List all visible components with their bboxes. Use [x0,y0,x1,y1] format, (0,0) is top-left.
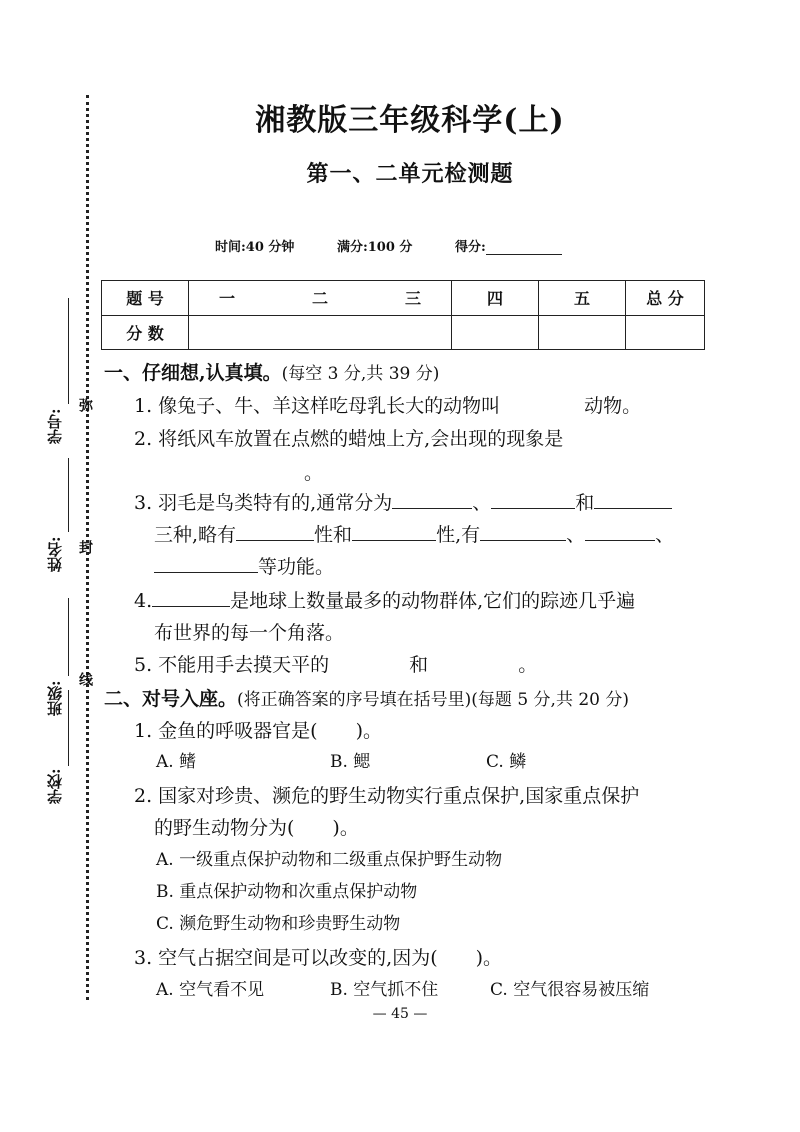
score-table [101,280,705,350]
student-id-line [68,298,69,404]
question-5-text: 5. 不能用手去摸天平的 [134,654,330,676]
table-header-cell: 二 [311,289,328,309]
answer-blank[interactable] [152,590,230,607]
separator: 、 [472,492,492,514]
question-3-line-3 [154,552,334,579]
school-line [68,690,69,766]
student-name-field[interactable] [44,458,84,608]
question-5 [134,650,537,677]
question-4-text: 是地球上数量最多的动物群体,它们的踪迹几乎遍 [230,590,636,612]
section-1-title [104,358,439,385]
option-b[interactable]: B. 鳃 [330,752,371,772]
question-4-line-1 [134,586,635,613]
class-label: 班级: [46,680,64,716]
table-header-cell: 五 [539,281,626,316]
answer-blank[interactable] [154,556,258,573]
question-3-end: 等功能。 [258,556,335,578]
answer-blank[interactable] [392,492,472,509]
question-5-and: 和 [409,654,429,676]
question-4-number: 4. [134,590,153,612]
separator: 、 [566,524,586,546]
question-3-text-b: 三种,略有 [154,524,237,546]
answer-blank[interactable] [594,492,672,509]
school-field[interactable] [44,690,84,810]
question-1-end: 动物。 [584,395,642,417]
student-name-line [68,458,69,532]
option-b[interactable]: B. 重点保护动物和次重点保护动物 [156,882,418,902]
binding-char-feng: 封 [77,540,93,554]
answer-blank[interactable] [480,524,566,541]
section-2-title [104,684,629,711]
mc-question-1: 1. 金鱼的呼吸器官是( )。 [134,720,382,742]
table-header-cell: 总 分 [626,281,705,316]
section-2-note: (将正确答案的序号填在括号里)(每题 5 分,共 20 分) [237,690,630,710]
section-1-note: (每空 3 分,共 39 分) [281,364,440,384]
score-label: 得分: [454,240,486,255]
question-1-text: 1. 像兔子、牛、羊这样吃母乳长大的动物叫 [134,395,501,417]
table-header-cell: 三 [404,289,421,309]
question-3-text: 3. 羽毛是鸟类特有的,通常分为 [134,492,393,514]
student-id-field[interactable] [44,298,84,448]
section-2-heading: 二、对号入座。 [104,688,238,710]
answer-blank[interactable] [585,524,655,541]
table-header-cell: 四 [452,281,539,316]
question-3-line-1 [134,488,672,515]
option-b[interactable]: B. 空气抓不住 [330,980,439,1000]
score-cell[interactable] [539,315,626,350]
full-score: 满分:100 分 [336,240,413,255]
score-cell[interactable] [452,315,539,350]
question-1 [134,391,641,418]
question-3-text-d: 性,有 [436,524,481,546]
mc-question-1-options [156,747,556,772]
question-2-line-2 [304,458,323,485]
option-c[interactable]: C. 空气很容易被压缩 [490,980,650,1000]
option-a[interactable]: A. 空气看不见 [156,980,265,1000]
table-header-cell [189,281,452,316]
mc-question-2-line-2: 的野生动物分为( )。 [154,817,359,839]
score-cell[interactable] [626,315,705,350]
binding-char-mi: 弥 [77,398,93,412]
table-row [102,281,705,316]
option-c[interactable]: C. 鳞 [486,752,527,772]
student-id-label: 学号: [46,408,64,444]
table-header-cell: 一 [219,289,236,309]
answer-blank[interactable] [491,492,575,509]
separator: 、 [655,524,675,546]
table-row [102,315,705,350]
exam-title: 湘教版三年级科学(上) [255,103,565,138]
mc-question-3: 3. 空气占据空间是可以改变的,因为( )。 [134,947,503,969]
mc-question-2-line-1: 2. 国家对珍贵、濒危的野生动物实行重点保护,国家重点保护 [134,785,640,807]
exam-meta [215,236,600,255]
score-field[interactable] [455,240,600,255]
exam-subtitle: 第一、二单元检测题 [306,161,514,187]
option-c[interactable]: C. 濒危野生动物和珍贵野生动物 [156,914,401,934]
question-5-end: 。 [518,654,538,676]
answer-blank[interactable] [236,524,314,541]
class-line [68,598,69,676]
table-header-cell: 题 号 [102,281,189,316]
question-3-text-c: 性和 [314,524,353,546]
school-label: 学校: [46,768,64,804]
section-1-heading: 一、仔细想,认真填。 [104,362,282,384]
question-2-end: 。 [304,462,324,484]
answer-blank[interactable] [352,524,436,541]
option-a[interactable]: A. 一级重点保护动物和二级重点保护野生动物 [156,850,503,870]
score-cell[interactable] [189,315,452,350]
question-2-line-1: 2. 将纸风车放置在点燃的蜡烛上方,会出现的现象是 [134,428,564,450]
student-name-label: 姓名: [46,536,64,572]
question-3-line-2 [154,520,674,547]
mc-question-3-options [156,975,649,1000]
binding-char-xian: 线 [77,672,93,686]
question-4-line-2: 布世界的每一个角落。 [154,622,345,644]
time-limit: 时间:40 分钟 [215,240,295,255]
option-a[interactable]: A. 鳍 [156,752,197,772]
table-row-label: 分 数 [102,315,189,350]
score-blank[interactable] [486,242,562,255]
question-3-and: 和 [575,492,595,514]
page-number: — 45 — [372,1006,428,1022]
